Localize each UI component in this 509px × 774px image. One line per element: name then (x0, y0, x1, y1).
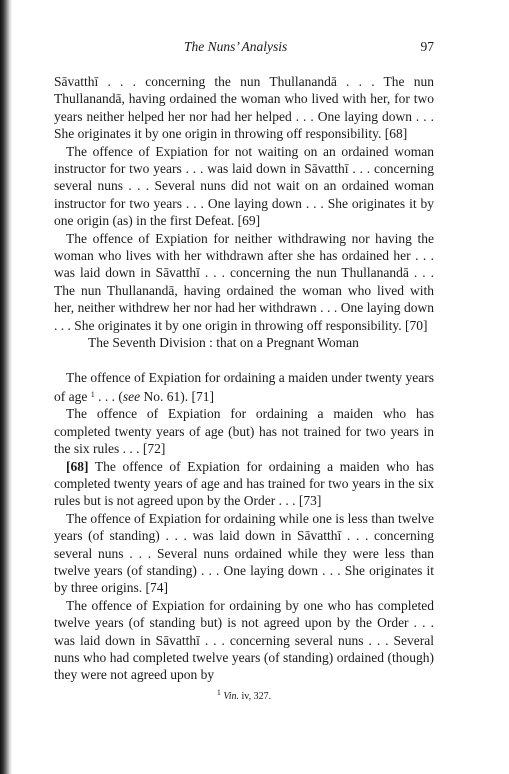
paragraph-73 (54, 458, 434, 510)
paragraph-70: The offence of Expiation for neither withdrawing nor having the woman who lives with her withdrawn after she has ordained her . . . was laid down in Sāvatthī . . . concerning the nun Thullanandā . . . The nun Thullanandā, having ordained the woman who lived with her, neither withdrew her nor had her withdrawn . . . One laying down . . . She originates it by one origin in throwing off responsibility. [70] (54, 230, 434, 333)
page-header (54, 39, 434, 59)
paragraph-73-text: The offence of Expiation for ordaining a maiden who has completed twenty years of age and has trained for two years in the six rules but is not agreed upon by the Order . . . [73] (54, 458, 434, 509)
division-heading: The Seventh Division : that on a Pregnant Woman (88, 335, 359, 351)
paragraph-71 (54, 369, 434, 406)
running-title: The Nuns’ Analysis (184, 39, 288, 54)
marginal-reference: [68] (66, 458, 89, 474)
footnote-source: Vin. (223, 691, 239, 702)
paragraph-75: The offence of Expiation for ordaining by one who has completed twelve years (of standing but) is not agreed upon by the Order . . . was laid down in Sāvatthī . . . concerning several nuns . . . Several nuns who had completed twelve years (of standing) ordained (though) they were not agreed upon by (54, 597, 434, 683)
body-text (54, 73, 434, 684)
book-binding-shadow (0, 0, 12, 774)
footnote-reference-text: iv, 327. (239, 691, 272, 702)
paragraph-74: The offence of Expiation for ordaining while one is less than twelve years (of standing) . . . was laid down in Sāvatthī . . . concerning several nuns . . . Several nuns ordained while they were less than twelve years (of standing) . . . One laying down . . . She originates it by three origins. [74] (54, 510, 434, 596)
paragraph-69: The offence of Expiation for not waiting on an ordained woman instructor for two years . . . was laid down in Sāvatthī . . . concerning several nuns . . . Several nuns did not wait on an ordained woman instructor for two years . . . One laying down . . . She originates it by one origin (as) in the first Defeat. [69] (54, 143, 434, 229)
paragraph-71-text: The offence of Expiation for ordaining a maiden under twenty years of age (54, 369, 434, 404)
paragraph-68: Sāvatthī . . . concerning the nun Thullanandā . . . The nun Thullanandā, having ordained the woman who lived with her, for two years neither helped her nor had her helped . . . One laying down . . . She originates it by one origin in throwing off responsibility. [68] (54, 74, 434, 142)
page-number: 97 (420, 39, 434, 54)
paragraph-71-ellipsis: . . . ( (98, 388, 123, 404)
paragraph-71-ref: No. 61). [71] (140, 388, 214, 404)
see-reference: see (122, 388, 141, 404)
footnote-mark: 1 (216, 688, 221, 697)
footnote (54, 688, 434, 702)
paragraph-72: The offence of Expiation for ordaining a maiden who has completed twenty years of age (but) has not trained for two years in the six rules . . . [72] (54, 406, 434, 457)
footnote-reference: 1 (90, 389, 95, 399)
